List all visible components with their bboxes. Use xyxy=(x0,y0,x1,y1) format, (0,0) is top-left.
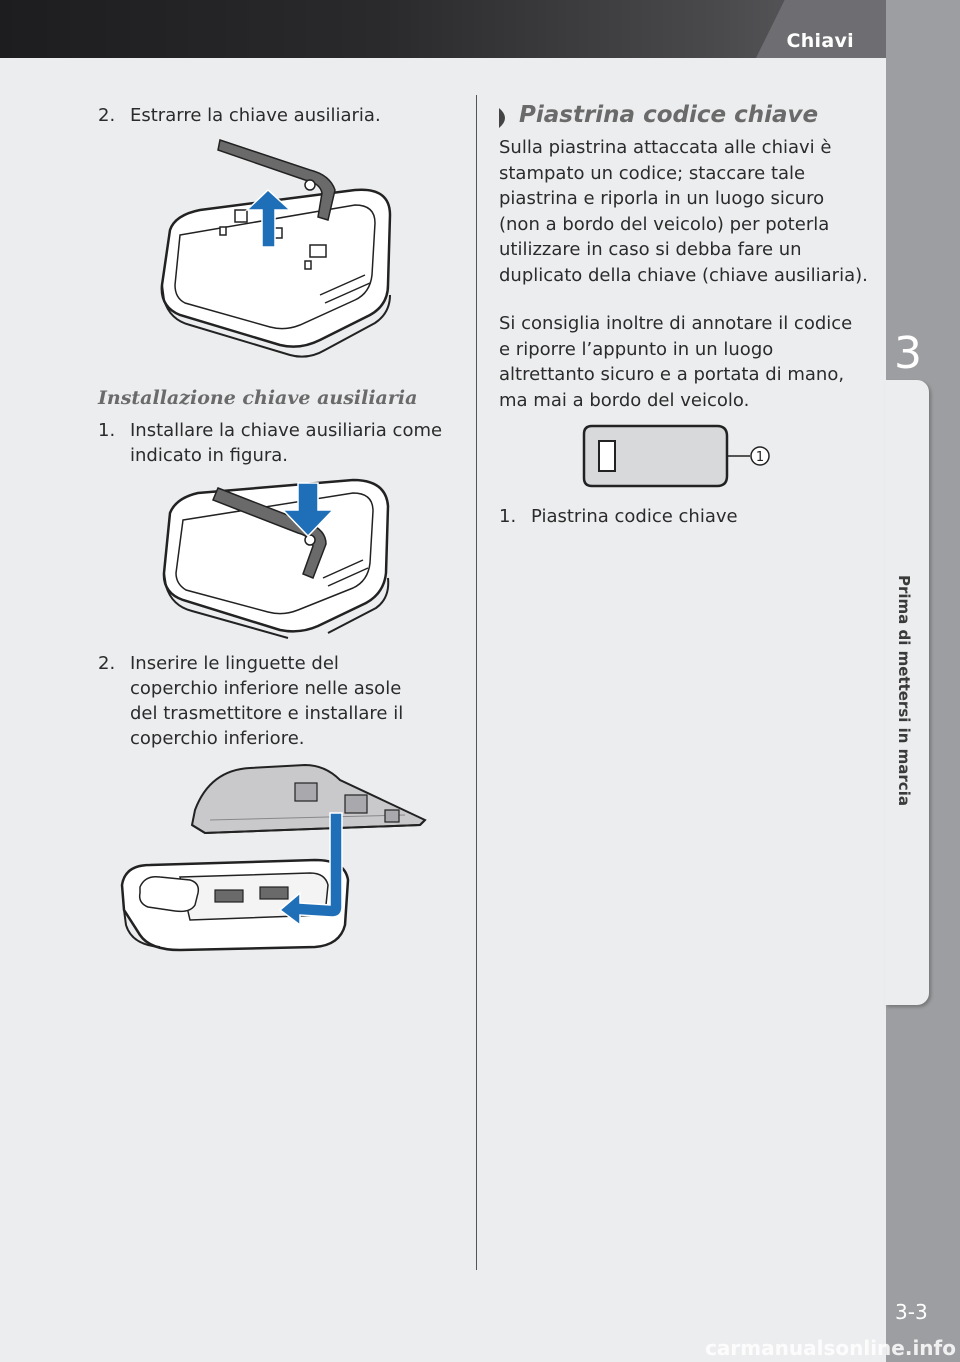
caption-number: 1. xyxy=(499,506,517,527)
header-title: Chiavi xyxy=(786,30,854,52)
section-title: Piastrina codice chiave xyxy=(519,102,819,128)
callout-number: 1 xyxy=(755,450,765,465)
step-number: 2. xyxy=(98,653,116,674)
illustration-extract-key xyxy=(150,135,400,360)
step-insert-cover xyxy=(98,651,428,751)
section-bullet-icon xyxy=(499,108,511,128)
step-number: 1. xyxy=(98,420,116,441)
step-text: Estrarre la chiave ausiliaria. xyxy=(130,105,381,126)
illustration-code-plate xyxy=(582,424,782,490)
chapter-title: Prima di mettersi in marcia xyxy=(895,574,913,806)
step-text: Installare la chiave ausiliaria come indicato in figura. xyxy=(130,420,443,466)
subheading-install: Installazione chiave ausiliaria xyxy=(98,387,418,409)
caption-text: Piastrina codice chiave xyxy=(531,506,738,527)
step-number: 2. xyxy=(98,105,116,126)
step-install xyxy=(98,418,443,468)
page-number: 3-3 xyxy=(895,1300,928,1324)
chapter-number: 3 xyxy=(894,328,922,379)
watermark: carmanualsonline.info xyxy=(705,1336,956,1360)
step-text: Inserire le linguette del coperchio inferiore nelle asole del trasmettitore e installare il coperchio inferiore. xyxy=(130,653,404,749)
illustration-install-key xyxy=(158,478,393,638)
column-divider xyxy=(476,95,477,1270)
step-extract xyxy=(98,103,458,128)
paragraph-code-plate: Sulla piastrina attaccata alle chiavi è stampato un codice; staccare tale piastrina e riporla in un luogo sicuro (non a bordo del veicolo) per poterla utilizzare in caso si debba fare un duplicato della chiave (chiave ausiliaria). xyxy=(499,137,868,286)
paragraph-note: Si consiglia inoltre di annotare il codice e riporre l’appunto in un luogo altrettanto sicuro e a portata di mano, ma mai a bordo del veicolo. xyxy=(499,313,853,411)
illustration-install-cover xyxy=(120,765,430,955)
caption-code-plate xyxy=(499,504,829,529)
